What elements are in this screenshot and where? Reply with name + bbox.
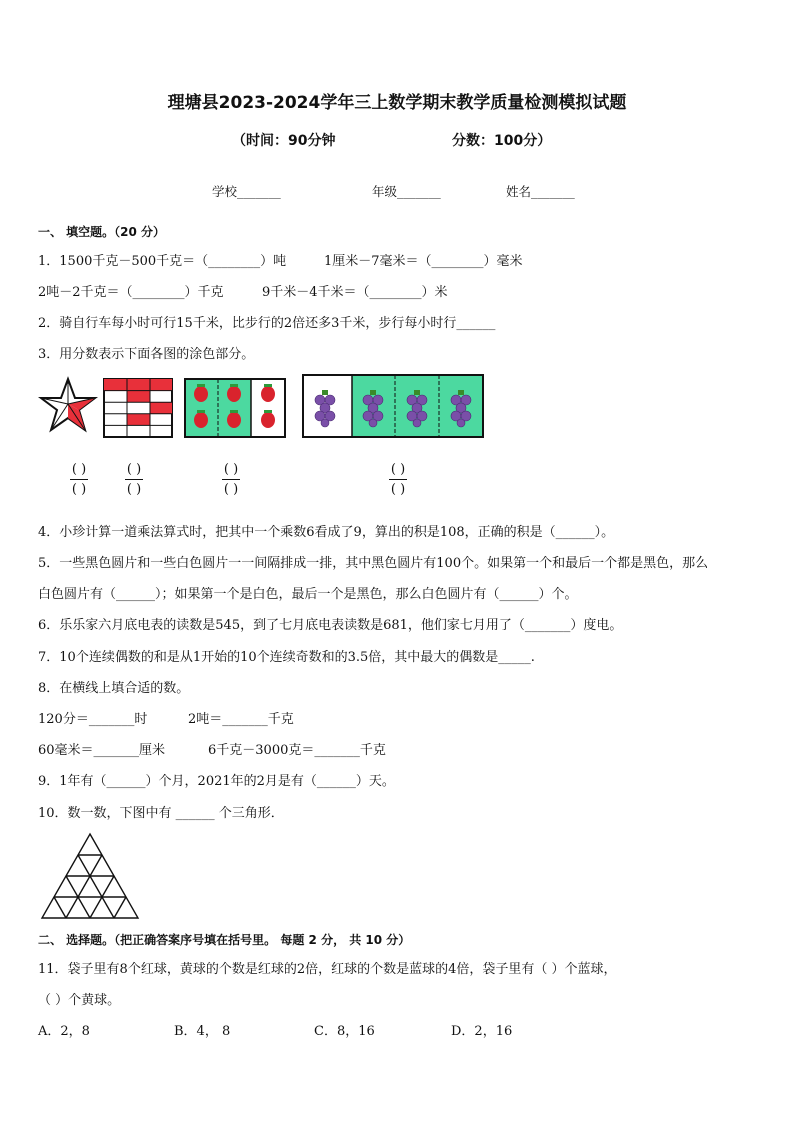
triangle-figure [40,832,140,920]
numerator-blank: ( ) [223,462,239,477]
q1-part-d: 9千米－4千米＝（________）米 [262,285,448,300]
question-8-part-a: 120分＝_______时 [38,712,148,727]
option-a[interactable]: A．2，8 [38,1024,90,1039]
question-11-line-2: （ ）个黄球。 [38,993,121,1008]
question-8-part-b: 2吨＝_______千克 [188,712,294,727]
denominator-blank: ( ) [390,482,406,497]
question-9: 9．1年有（______）个月，2021年的2月是有（______）天。 [38,774,395,789]
question-11-line-1: 11．袋子里有8个红球，黄球的个数是红球的2倍，红球的个数是蓝球的4倍，袋子里有（ ）个蓝球， [38,962,617,977]
grape-figure [302,374,484,438]
grade-field: 年级_______ [372,184,441,199]
question-8-part-d: 6千克－3000克＝_______千克 [208,743,386,758]
strawberry-figure [184,378,286,438]
question-2: 2．骑自行车每小时可行15千米，比步行的2倍还多3千米，步行每小时行______ [38,316,496,331]
exam-time: （时间：90分钟 [232,133,336,149]
q1-part-b: 1厘米－7毫米＝（________）毫米 [324,254,523,269]
numerator-blank: ( ) [126,462,142,477]
page-title: 理塘县2023-2024学年三上数学期末教学质量检测模拟试题 [167,93,627,113]
star-figure [38,376,98,438]
option-c[interactable]: C．8，16 [314,1024,375,1039]
fraction-blank-1[interactable] [66,462,92,497]
q1-part-c: 2吨－2千克＝（________）千克 [38,285,224,300]
section-1-heading: 一、 填空题。（20 分） [38,225,166,239]
fraction-blank-4[interactable] [385,462,411,497]
section-2-heading: 二、 选择题。（把正确答案序号填在括号里。 每题 2 分， 共 10 分） [38,933,411,947]
question-3: 3．用分数表示下面各图的涂色部分。 [38,347,255,362]
question-7: 7．10个连续偶数的和是从1开始的10个连续奇数和的3.5倍，其中最大的偶数是_____. [38,650,535,665]
school-field: 学校_______ [212,184,281,199]
question-10: 10．数一数，下图中有 ______ 个三角形． [38,806,284,821]
q1-part-a: 1．1500千克－500千克＝（________）吨 [38,254,287,269]
question-5-line-2: 白色圆片有（______）；如果第一个是白色，最后一个是黑色，那么白色圆片有（______）个。 [38,587,578,602]
question-5-line-1: 5．一些黑色圆片和一些白色圆片一一间隔排成一排，其中黑色圆片有100个。如果第一个和最后一个都是黑色，那么 [38,556,709,571]
option-d[interactable]: D．2，16 [451,1024,513,1039]
name-field: 姓名_______ [506,184,575,199]
option-b[interactable]: B．4， 8 [174,1024,231,1039]
question-6: 6．乐乐家六月底电表的读数是545，到了七月底电表读数是681，他们家七月用了（_______）度电。 [38,618,623,633]
question-8-part-c: 60毫米＝_______厘米 [38,743,166,758]
denominator-blank: ( ) [223,482,239,497]
numerator-blank: ( ) [390,462,406,477]
grid-figure [103,378,173,438]
question-8: 8．在横线上填合适的数。 [38,681,190,696]
fraction-blank-2[interactable] [121,462,147,497]
denominator-blank: ( ) [126,482,142,497]
fraction-blank-3[interactable] [218,462,244,497]
numerator-blank: ( ) [71,462,87,477]
denominator-blank: ( ) [71,482,87,497]
exam-score: 分数：100分） [452,133,552,149]
question-4: 4．小珍计算一道乘法算式时，把其中一个乘数6看成了9，算出的积是108，正确的积是（______）。 [38,525,615,540]
